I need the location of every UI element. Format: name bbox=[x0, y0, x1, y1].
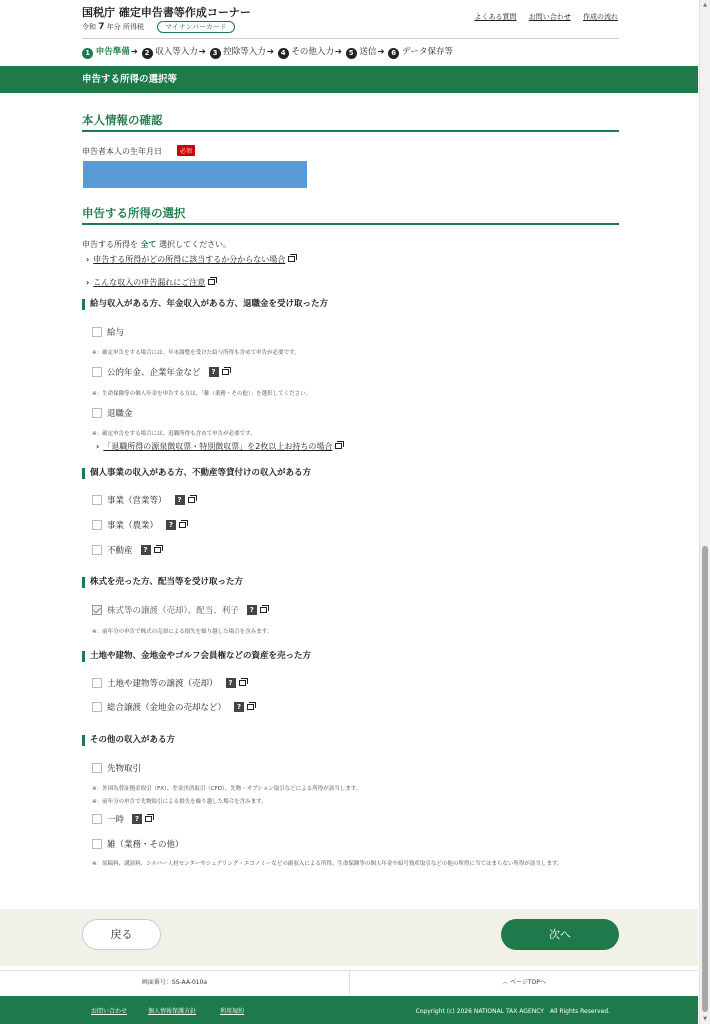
sakimono-note-1: ※：外国為替証拠金取引（FX）、差金決済取引（CFD）、先物・オプション取引などによる所得が該当します。 bbox=[92, 786, 362, 792]
help-icon[interactable]: ? bbox=[175, 495, 185, 505]
faq-link[interactable]: よくある質問 bbox=[474, 13, 517, 21]
chevron-up-icon: ︿ bbox=[502, 979, 509, 986]
income-instruction: 申告する所得を 全て 選択してください。 bbox=[82, 240, 232, 249]
arrow-right-icon: ➔ bbox=[266, 47, 274, 57]
arrow-right-icon: ➔ bbox=[377, 47, 385, 57]
zatsu-checkbox[interactable] bbox=[92, 839, 102, 849]
category-salary-pension: 給与収入がある方、年金収入がある方、退職金を受け取った方 bbox=[82, 299, 328, 310]
header-links bbox=[465, 12, 618, 22]
screen-id: 画面番号：SS-AA-010a bbox=[0, 970, 350, 994]
step-1-number: 1 bbox=[82, 48, 93, 59]
option-sogo[interactable]: 総合譲渡（金地金の売却など） ? bbox=[92, 701, 254, 713]
footer-privacy-link[interactable]: 個人情報保護方針 bbox=[148, 1008, 197, 1015]
external-window-icon bbox=[188, 497, 195, 503]
option-kabu[interactable]: 株式等の譲渡（売却）、配当、利子 ? bbox=[92, 604, 267, 616]
taishoku-note: ※：確定申告をする場合には、退職所得も含めて申告が必要です。 bbox=[92, 431, 256, 437]
ichiji-checkbox[interactable] bbox=[92, 814, 102, 824]
taishoku-checkbox[interactable] bbox=[92, 408, 102, 418]
help-icon[interactable]: ? bbox=[166, 520, 176, 530]
section-rule bbox=[82, 223, 619, 225]
footer-contact-link[interactable]: お問い合わせ bbox=[91, 1008, 128, 1015]
next-button[interactable]: 次へ bbox=[501, 919, 619, 950]
scroll-down-icon[interactable]: ▼ bbox=[703, 1016, 707, 1022]
option-kyuyo[interactable]: 給与 bbox=[92, 326, 124, 338]
section-title-income: 申告する所得の選択 bbox=[82, 206, 186, 220]
external-window-icon bbox=[335, 443, 342, 449]
sakimono-note-2: ※：前年分の申告で先物取引による損失を繰り越した場合を含みます。 bbox=[92, 799, 267, 805]
option-nogyo[interactable]: 事業（農業） ? bbox=[92, 519, 186, 531]
taishoku-multi-link[interactable]: › 「退職所得の源泉徴収票・特別徴収票」を2枚以上お持ちの場合 bbox=[96, 441, 342, 452]
help-icon[interactable]: ? bbox=[132, 814, 142, 824]
help-icon[interactable]: ? bbox=[247, 605, 257, 615]
footer-terms-link[interactable]: 利用規約 bbox=[220, 1008, 245, 1015]
eigyo-checkbox[interactable] bbox=[92, 495, 102, 505]
step-2-label: 収入等入力 bbox=[155, 47, 198, 57]
step-4-number: 4 bbox=[278, 48, 289, 59]
tochi-checkbox[interactable] bbox=[92, 678, 102, 688]
option-eigyo[interactable]: 事業（営業等） ? bbox=[92, 494, 195, 506]
nogyo-checkbox[interactable] bbox=[92, 520, 102, 530]
option-fudosan[interactable]: 不動産 ? bbox=[92, 544, 161, 556]
external-window-icon bbox=[260, 607, 267, 613]
option-tochi[interactable]: 土地や建物等の譲渡（売却） ? bbox=[92, 677, 246, 689]
step-1-label: 申告準備 bbox=[95, 47, 130, 57]
external-window-icon bbox=[222, 369, 229, 375]
site-footer bbox=[0, 996, 698, 1024]
step-2-number: 2 bbox=[142, 48, 153, 59]
header-divider bbox=[82, 38, 619, 39]
external-window-icon bbox=[179, 522, 186, 528]
category-stocks: 株式を売った方、配当等を受け取った方 bbox=[82, 577, 243, 588]
step-6-number: 6 bbox=[388, 48, 399, 59]
step-indicator bbox=[82, 45, 453, 59]
category-other: その他の収入がある方 bbox=[82, 735, 175, 746]
dob-label: 申告者本人の生年月日 bbox=[82, 147, 162, 156]
option-nenkin[interactable]: 公的年金、企業年金など ? bbox=[92, 366, 229, 378]
copyright: Copyright (c) 2026 NATIONAL TAX AGENCY All Rights Reserved. bbox=[415, 1008, 610, 1015]
dob-field[interactable] bbox=[83, 161, 307, 188]
contact-link[interactable]: お問い合わせ bbox=[528, 13, 571, 21]
sakimono-checkbox[interactable] bbox=[92, 763, 102, 773]
step-3-label: 控除等入力 bbox=[223, 47, 266, 57]
external-window-icon bbox=[288, 256, 295, 262]
kabu-note: ※：前年分の申告で株式の売却による損失を繰り越した場合を含みます。 bbox=[92, 629, 273, 635]
kyuyo-checkbox[interactable] bbox=[92, 327, 102, 337]
help-icon[interactable]: ? bbox=[226, 678, 236, 688]
sogo-checkbox[interactable] bbox=[92, 702, 102, 712]
option-taishoku[interactable]: 退職金 bbox=[92, 407, 133, 419]
step-6-label: データ保存等 bbox=[401, 47, 453, 57]
help-icon[interactable]: ? bbox=[209, 367, 219, 377]
option-zatsu[interactable]: 雑（業務・その他） bbox=[92, 838, 184, 850]
page-heading-bar: 申告する所得の選択等 bbox=[0, 66, 698, 93]
external-window-icon bbox=[208, 279, 215, 285]
mynumber-badge: マイナンバーカード bbox=[157, 21, 235, 33]
income-help-link[interactable]: › 申告する所得がどの所得に該当するか分からない場合 bbox=[86, 254, 295, 265]
required-badge: 必須 bbox=[177, 145, 195, 156]
flow-link[interactable]: 作成の流れ bbox=[583, 13, 618, 21]
kabu-checkbox[interactable] bbox=[92, 605, 102, 615]
fudosan-checkbox[interactable] bbox=[92, 545, 102, 555]
tax-year: 令和 7 年分 所得税 bbox=[82, 22, 144, 32]
scroll-up-icon[interactable]: ▲ bbox=[703, 2, 707, 8]
option-sakimono[interactable]: 先物取引 bbox=[92, 762, 141, 774]
step-3-number: 3 bbox=[210, 48, 221, 59]
external-window-icon bbox=[145, 816, 152, 822]
external-window-icon bbox=[247, 704, 254, 710]
section-title-personal: 本人情報の確認 bbox=[82, 113, 163, 127]
step-4-label: その他入力 bbox=[291, 47, 334, 57]
external-window-icon bbox=[154, 547, 161, 553]
nenkin-note: ※：生命保険等の個人年金を申告する方は、「雑（業務・その他）」を選択してください。 bbox=[92, 391, 312, 397]
help-icon[interactable]: ? bbox=[234, 702, 244, 712]
back-button[interactable]: 戻る bbox=[82, 919, 161, 950]
category-business: 個人事業の収入がある方、不動産等貸付けの収入がある方 bbox=[82, 468, 311, 479]
arrow-right-icon: ➔ bbox=[198, 47, 206, 57]
kyuyo-note: ※：確定申告をする場合には、年末調整を受けた給与所得も含めて申告が必要です。 bbox=[92, 350, 300, 356]
arrow-right-icon: ➔ bbox=[130, 47, 138, 57]
nenkin-checkbox[interactable] bbox=[92, 367, 102, 377]
category-assets: 土地や建物、金地金やゴルフ会員権などの資産を売った方 bbox=[82, 651, 311, 662]
omission-warning-link[interactable]: › こんな収入の申告漏れにご注意 bbox=[86, 277, 215, 288]
option-ichiji[interactable]: 一時 ? bbox=[92, 813, 152, 825]
zatsu-note: ※：原稿料、講演料、シルバー人材センターやシェアリング・エコノミーなどの副収入による所得、生命保険等の個人年金や暗号資産取引などの他の所得に当てはまらない所得が該当します。 bbox=[92, 861, 563, 867]
scrollbar-thumb[interactable] bbox=[702, 546, 708, 1012]
page-top-link[interactable]: ︿ ページTOPへ bbox=[350, 970, 698, 994]
step-5-number: 5 bbox=[346, 48, 357, 59]
step-5-label: 送信 bbox=[359, 47, 377, 57]
app-title: 国税庁 確定申告書等作成コーナー bbox=[82, 6, 251, 19]
external-window-icon bbox=[239, 680, 246, 686]
section-rule bbox=[82, 130, 619, 132]
arrow-right-icon: ➔ bbox=[334, 47, 342, 57]
help-icon[interactable]: ? bbox=[141, 545, 151, 555]
